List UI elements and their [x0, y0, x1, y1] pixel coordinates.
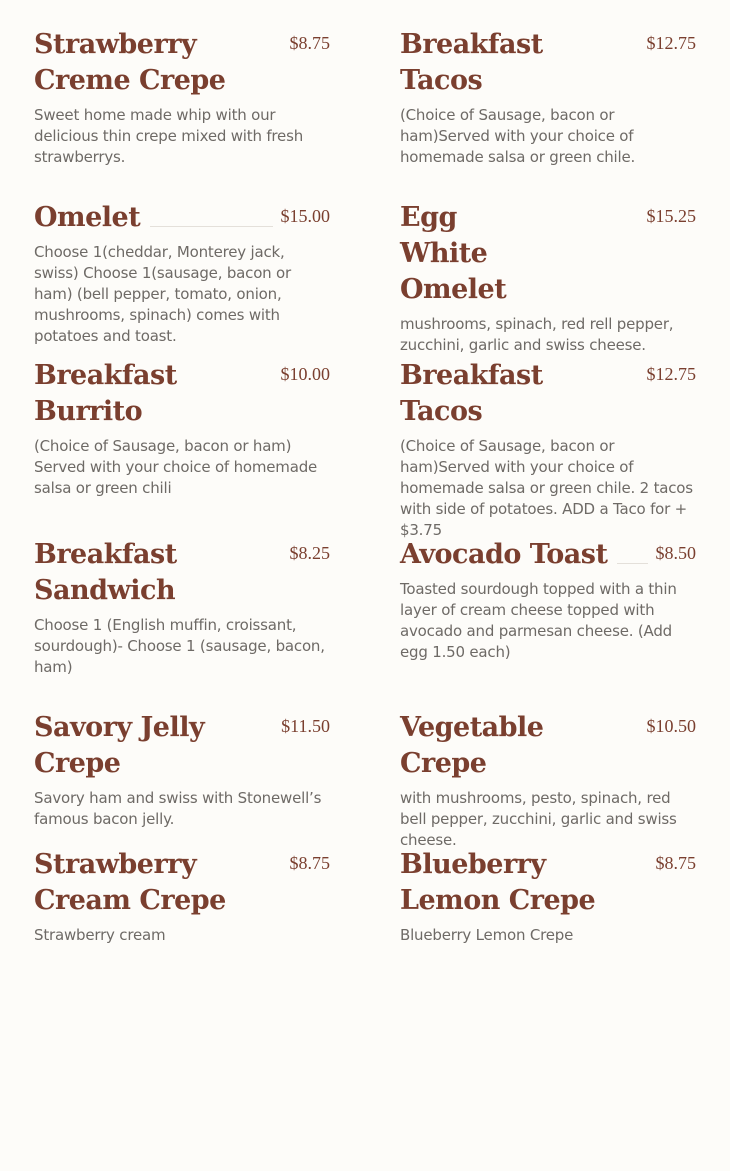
- menu-item: [400, 847, 696, 946]
- price-leader-line: [617, 563, 647, 564]
- menu-item: [400, 358, 696, 541]
- menu-item-header: [400, 200, 696, 308]
- menu-item-description: (Choice of Sausage, bacon or ham) Served with your choice of homemade salsa or green chili: [34, 437, 318, 497]
- menu-item-header: [400, 27, 696, 99]
- menu-item-header: [400, 847, 696, 919]
- menu-item-price: $15.00: [280, 206, 330, 226]
- menu-item-name: Savory Jelly Crepe: [34, 712, 205, 779]
- menu-item-name: Strawberry Cream Crepe: [34, 849, 226, 916]
- menu-item-description: mushrooms, spinach, red rell pepper, zucchini, garlic and swiss cheese.: [400, 315, 674, 354]
- menu-item: [34, 847, 330, 946]
- menu-item-price: $12.75: [646, 364, 696, 384]
- menu-item-price: $12.75: [646, 33, 696, 53]
- menu-item-price: $8.25: [289, 543, 330, 563]
- menu-item-price: $8.75: [655, 853, 696, 873]
- menu-item: [34, 27, 330, 168]
- menu-item-header: [400, 358, 696, 430]
- menu-item-name: Omelet: [34, 202, 141, 233]
- menu-item-header: [34, 27, 330, 99]
- menu-item-description: Strawberry cream: [34, 926, 166, 944]
- menu-item-name: Breakfast Sandwich: [34, 539, 177, 606]
- menu-item: [34, 537, 330, 678]
- menu-item-name: Breakfast Tacos: [400, 29, 543, 96]
- menu-item-name: Avocado Toast: [400, 539, 608, 570]
- menu-item: [400, 27, 696, 168]
- menu-item-price: $10.50: [646, 716, 696, 736]
- menu-item: [400, 710, 696, 851]
- menu-item-header: [34, 200, 330, 236]
- menu-item-price: $11.50: [281, 716, 330, 736]
- menu-item-header: [400, 537, 696, 573]
- menu-item-description: Choose 1 (English muffin, croissant, sourdough)- Choose 1 (sausage, bacon, ham): [34, 616, 325, 676]
- menu-item-name: Strawberry Creme Crepe: [34, 29, 226, 96]
- menu-item-header: [34, 710, 330, 782]
- menu-item-name: Vegetable Crepe: [400, 712, 544, 779]
- menu-item-name: Blueberry Lemon Crepe: [400, 849, 596, 916]
- menu-item-description: Blueberry Lemon Crepe: [400, 926, 574, 944]
- menu-item-header: [34, 847, 330, 919]
- menu-item-description: (Choice of Sausage, bacon or ham)Served with your choice of homemade salsa or green chile. 2 tacos with side of potatoes. ADD a Taco for + $3.75: [400, 437, 693, 539]
- menu-item-name: Breakfast Tacos: [400, 360, 543, 427]
- menu-item-description: with mushrooms, pesto, spinach, red bell pepper, zucchini, garlic and swiss cheese.: [400, 789, 677, 849]
- price-leader-line: [150, 226, 272, 227]
- menu-item-name: Breakfast Burrito: [34, 360, 177, 427]
- menu-item-description: Sweet home made whip with our delicious thin crepe mixed with fresh strawberrys.: [34, 106, 304, 166]
- menu-item-price: $8.50: [655, 543, 696, 563]
- menu-item: [34, 358, 330, 499]
- menu-item-description: Savory ham and swiss with Stonewell’s famous bacon jelly.: [34, 789, 322, 828]
- menu-item-price: $8.75: [289, 853, 330, 873]
- menu-item-description: Toasted sourdough topped with a thin layer of cream cheese topped with avocado and parmesan cheese. (Add egg 1.50 each): [400, 580, 677, 661]
- menu-item-price: $10.00: [280, 364, 330, 384]
- menu-item-price: $15.25: [646, 206, 696, 226]
- menu-item: [400, 200, 696, 356]
- menu-item-name: Egg White Omelet: [400, 202, 507, 305]
- menu-item-price: $8.75: [289, 33, 330, 53]
- menu-item-description: Choose 1(cheddar, Monterey jack, swiss) Choose 1(sausage, bacon or ham) (bell pepper, tomato, onion, mushrooms, spinach) comes with potatoes and toast.: [34, 243, 292, 345]
- menu-item-header: [34, 537, 330, 609]
- menu-item-header: [400, 710, 696, 782]
- menu-item-header: [34, 358, 330, 430]
- menu-item: [400, 537, 696, 663]
- menu-item: [34, 710, 330, 830]
- menu-item-description: (Choice of Sausage, bacon or ham)Served with your choice of homemade salsa or green chile.: [400, 106, 636, 166]
- menu-item: [34, 200, 330, 347]
